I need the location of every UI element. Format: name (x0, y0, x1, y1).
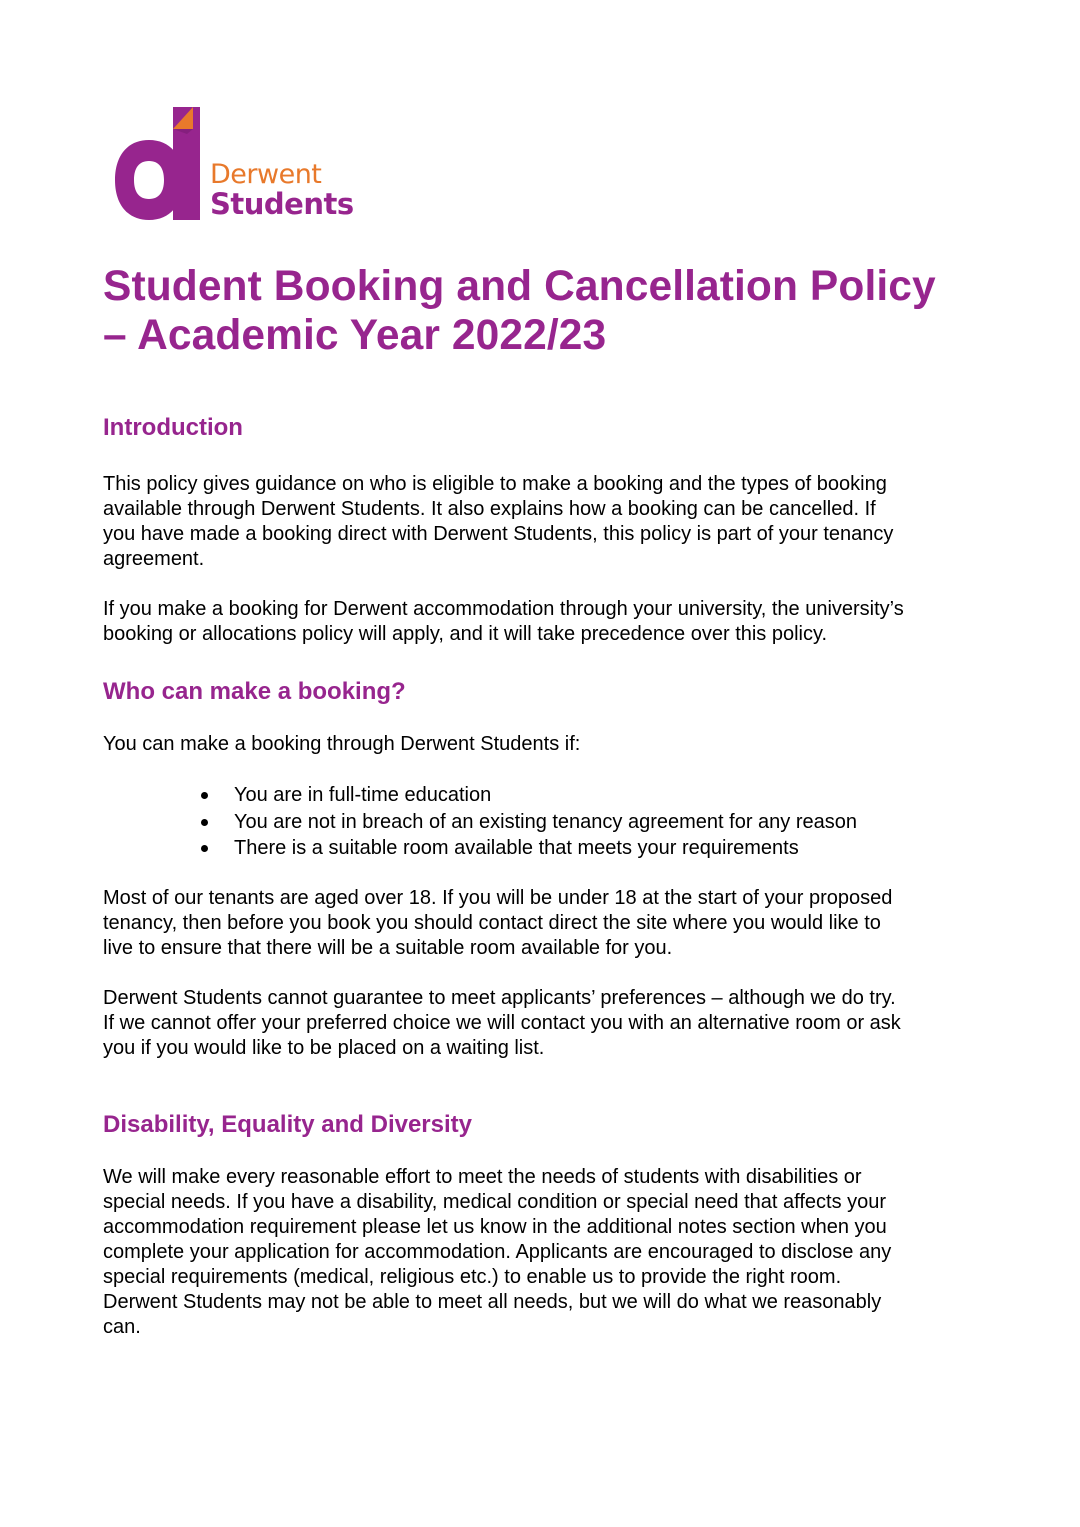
age-paragraph (103, 886, 983, 961)
text-line: complete your application for accommodation. Applicants are encouraged to disclose any (103, 1241, 892, 1263)
logo-wordmark-derwent: Derwent (210, 159, 322, 190)
text-line: We will make every reasonable effort to meet the needs of students with disabilities or (103, 1166, 862, 1188)
bullet-icon (201, 845, 208, 852)
text-line: If we cannot offer your preferred choice we will contact you with an alternative room or ask (103, 1012, 901, 1034)
text-line: special needs. If you have a disability, medical condition or special need that affects your (103, 1191, 887, 1213)
list-item-text: You are in full-time education (234, 784, 492, 806)
disability-paragraph (103, 1165, 983, 1340)
text-line: This policy gives guidance on who is eligible to make a booking and the types of booking (103, 473, 887, 495)
text-line: special requirements (medical, religious etc.) to enable us to provide the right room. (103, 1266, 842, 1288)
letter-d-logo-icon (113, 105, 205, 223)
document-title (103, 262, 1003, 360)
list-item (198, 835, 857, 862)
title-line-1: Student Booking and Cancellation Policy (103, 263, 936, 310)
list-item-text: There is a suitable room available that meets your requirements (234, 837, 799, 859)
text-line: you have made a booking direct with Derwent Students, this policy is part of your tenancy (103, 523, 894, 545)
bullet-icon (201, 792, 208, 799)
intro-paragraph-2 (103, 597, 983, 647)
text-line: Derwent Students cannot guarantee to meet applicants’ preferences – although we do try. (103, 987, 896, 1009)
logo-wordmark-students: Students (210, 187, 354, 221)
text-line: Derwent Students may not be able to meet all needs, but we will do what we reasonably (103, 1291, 882, 1313)
text-line: Most of our tenants are aged over 18. If you will be under 18 at the start of your proposed (103, 887, 893, 909)
eligibility-list (198, 782, 857, 862)
text-line: can. (103, 1316, 141, 1338)
list-item (198, 809, 857, 836)
bullet-icon (201, 819, 208, 826)
heading-who-can-book: Who can make a booking? (103, 678, 406, 705)
text-line: You can make a booking through Derwent Students if: (103, 733, 581, 755)
heading-disability-equality-diversity: Disability, Equality and Diversity (103, 1111, 472, 1138)
derwent-students-logo (113, 105, 353, 225)
list-item-text: You are not in breach of an existing tenancy agreement for any reason (234, 810, 857, 833)
preferences-paragraph (103, 986, 983, 1061)
intro-paragraph-1 (103, 472, 983, 572)
who-can-book-intro (103, 732, 983, 757)
text-line: booking or allocations policy will apply, and it will take precedence over this policy. (103, 623, 828, 645)
text-line: you if you would like to be placed on a waiting list. (103, 1037, 545, 1059)
list-item (198, 782, 857, 809)
title-line-2: – Academic Year 2022/23 (103, 312, 607, 359)
heading-introduction: Introduction (103, 414, 243, 441)
text-line: accommodation requirement please let us know in the additional notes section when you (103, 1216, 887, 1238)
text-line: agreement. (103, 548, 205, 570)
text-line: tenancy, then before you book you should contact direct the site where you would like to (103, 912, 881, 934)
text-line: live to ensure that there will be a suitable room available for you. (103, 937, 673, 959)
text-line: available through Derwent Students. It also explains how a booking can be cancelled. If (103, 498, 876, 520)
text-line: If you make a booking for Derwent accommodation through your university, the university’s (103, 598, 904, 620)
